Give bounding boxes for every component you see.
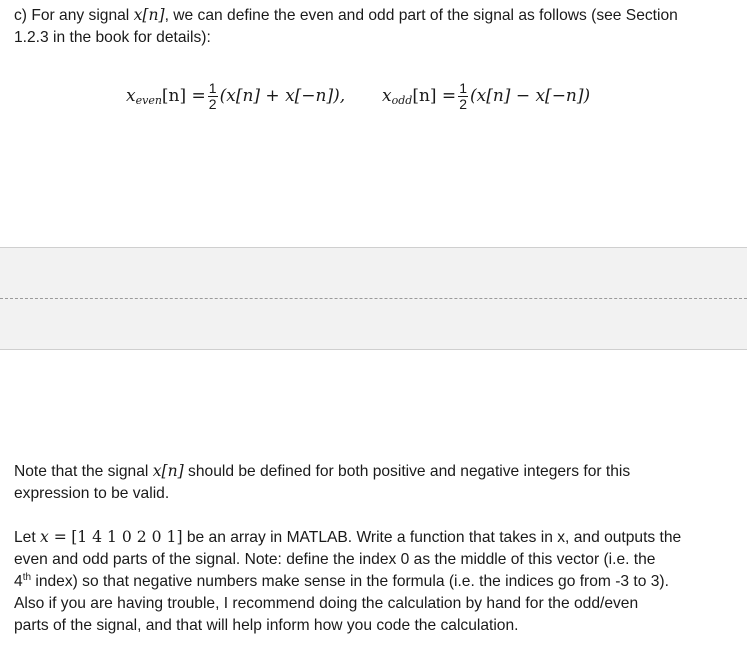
task-paragraph	[14, 526, 739, 637]
task-line-1: Let x = [1 4 1 0 2 0 1] be an array in MATLAB. Write a function that takes in x, and outputs the	[14, 528, 682, 546]
fraction-one-half: $\frac{1}{2}$	[208, 79, 217, 112]
inline-math-xn: x[n]	[152, 462, 184, 480]
dashed-divider	[0, 298, 747, 299]
task-line-4: Also if you are having trouble, I recommend doing the calculation by hand for the odd/even	[14, 595, 639, 612]
inline-math-x-eq: x =	[40, 528, 67, 546]
task-line-5: parts of the signal, and that will help inform how you code the calculation.	[14, 617, 519, 634]
odd-part-equation: x odd [n] = $\frac{1}{2}$ (x[n] − x[−n])	[382, 79, 591, 112]
fraction-one-half: $\frac{1}{2}$	[459, 79, 467, 112]
inline-math-array: [1 4 1 0 2 0 1]	[71, 528, 183, 546]
part-c-line-2: 1.2.3 in the book for details):	[14, 29, 211, 46]
part-c-line-1: c) For any signal x[n], we can define the even and odd part of the signal as follows (see Section	[14, 6, 678, 24]
even-part-equation: x even [n] = $\frac{1}{2}$ (x[n] + x[−n]),	[126, 79, 346, 112]
task-line-3: 4th index) so that negative numbers make sense in the formula (i.e. the indices go from -3 to 3).	[14, 571, 669, 590]
equation-row	[0, 76, 747, 116]
inline-math-xn: x[n]	[133, 6, 165, 24]
note-paragraph	[14, 460, 739, 505]
note-line-2: expression to be valid.	[14, 485, 170, 502]
part-c-intro	[14, 4, 739, 49]
note-line-1: Note that the signal x[n] should be defined for both positive and negative integers for this	[14, 462, 631, 480]
task-line-2: even and odd parts of the signal. Note: define the index 0 as the middle of this vector (i.e. the	[14, 551, 656, 568]
